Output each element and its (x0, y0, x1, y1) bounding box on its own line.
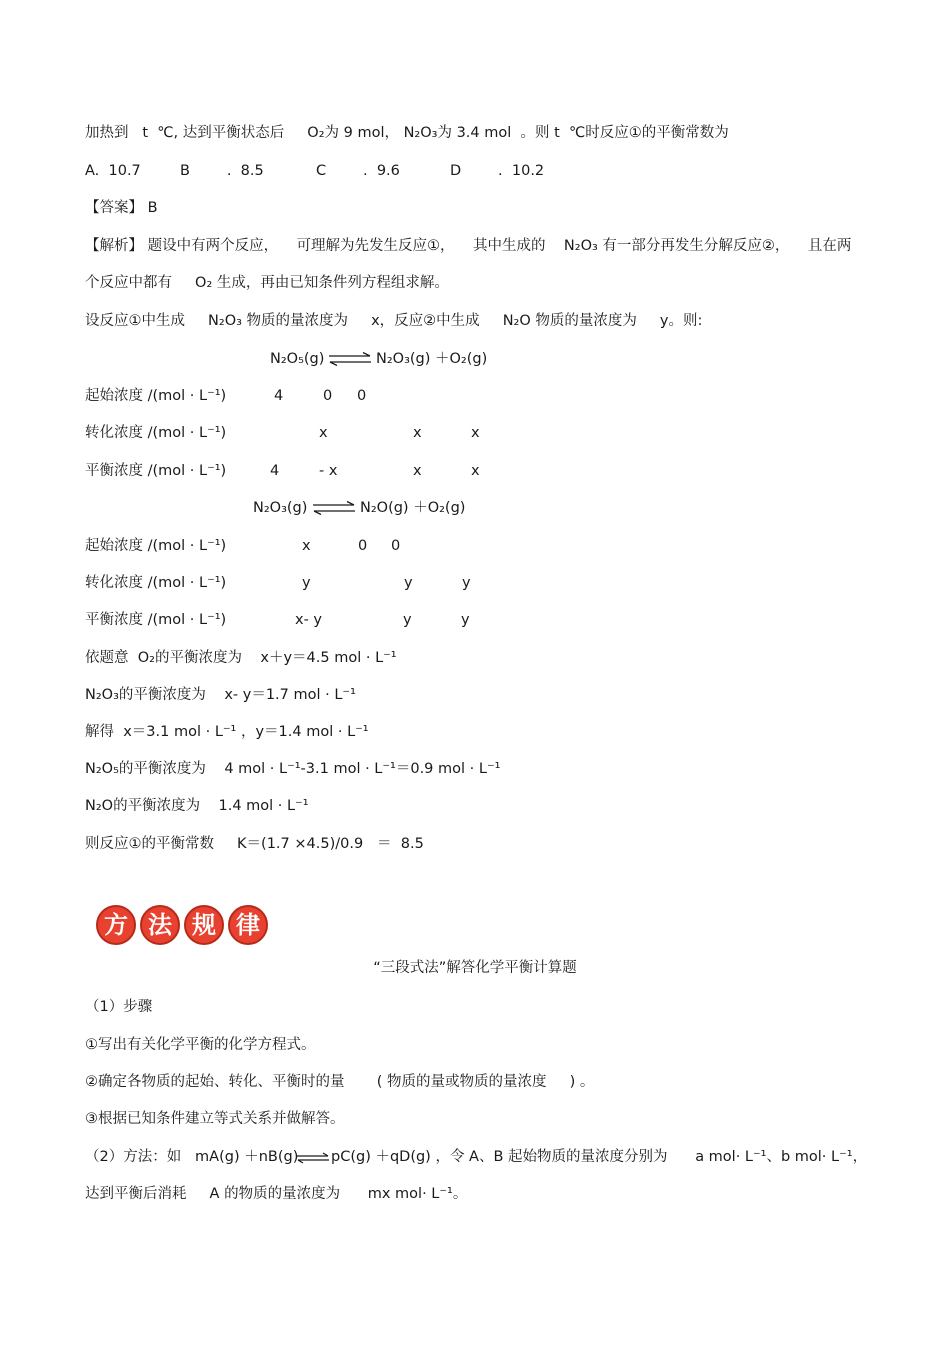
badge-char: 规 (192, 911, 216, 939)
option-a: A. 10.7 (85, 163, 141, 179)
reaction-2-left: N₂O₃(g) (253, 500, 308, 516)
row-label: 起始浓度 /(mol · L⁻¹) (85, 388, 227, 404)
calc-line: 解得 x＝3.1 mol · L⁻¹ ，y＝1.4 mol · L⁻¹ (85, 724, 369, 740)
badge-char: 法 (148, 911, 172, 939)
answer-line: 【答案】 B (85, 200, 158, 216)
option-d: D . 10.2 (450, 163, 545, 179)
option-b: B . 8.5 (180, 163, 264, 179)
row-label: 起始浓度 /(mol · L⁻¹) (85, 538, 227, 554)
method-line-right: pC(g) ＋qD(g) ，令 A、B 起始物质的量浓度分别为 a mol· L⁻¹、b mol· L⁻¹， (331, 1149, 868, 1165)
method-line-2: 达到平衡后消耗 A 的物质的量浓度为 mx mol· L⁻¹。 (85, 1186, 468, 1202)
step-line: ③根据已知条件建立等式关系并做解答。 (85, 1111, 345, 1127)
method-title: “三段式法”解答化学平衡计算题 (373, 960, 577, 976)
cell: x- y (295, 612, 323, 628)
cell: 4 (270, 463, 280, 479)
cell: 0 (357, 388, 367, 404)
intro-line: 加热到 t ℃, 达到平衡状态后 O₂为 9 mol， N₂O₃为 3.4 mol 。则 t ℃时反应①的平衡常数为 (85, 125, 729, 141)
cell: x (302, 538, 311, 554)
calc-line: 则反应①的平衡常数 K＝(1.7 ×4.5)/0.9 ＝ 8.5 (85, 836, 424, 852)
cell: x (319, 425, 328, 441)
method-line-left: （2）方法：如 mA(g) ＋nB(g) (85, 1149, 299, 1165)
cell: y (404, 575, 413, 591)
calc-line: 依题意 O₂的平衡浓度为 x＋y＝4.5 mol · L⁻¹ (85, 650, 397, 666)
reaction-1-right: N₂O₃(g) ＋O₂(g) (376, 351, 488, 367)
row-label: 平衡浓度 /(mol · L⁻¹) (85, 463, 227, 479)
calc-line: N₂O₃的平衡浓度为 x- y＝1.7 mol · L⁻¹ (85, 687, 356, 703)
cell: 0 (358, 538, 368, 554)
badge-char: 方 (104, 911, 128, 939)
cell: x (413, 425, 422, 441)
cell: y (403, 612, 412, 628)
reaction-2-right: N₂O(g) ＋O₂(g) (360, 500, 466, 516)
cell: x (471, 463, 480, 479)
step-line: ②确定各物质的起始、转化、平衡时的量 ( 物质的量或物质的量浓度 ) 。 (85, 1074, 595, 1090)
reaction-1-left: N₂O₅(g) (270, 351, 325, 367)
method-badge (96, 905, 270, 945)
calc-line: N₂O₅的平衡浓度为 4 mol · L⁻¹-3.1 mol · L⁻¹＝0.9 mol · L⁻¹ (85, 761, 501, 777)
row-label: 平衡浓度 /(mol · L⁻¹) (85, 612, 227, 628)
cell: y (462, 575, 471, 591)
row-label: 转化浓度 /(mol · L⁻¹) (85, 425, 227, 441)
calc-line: N₂O的平衡浓度为 1.4 mol · L⁻¹ (85, 798, 309, 814)
cell: - x (319, 463, 338, 479)
badge-char: 律 (236, 911, 260, 939)
equilibrium-arrow-icon (312, 501, 356, 515)
equilibrium-arrow-icon (296, 1151, 330, 1165)
step-heading: （1）步骤 (85, 999, 153, 1015)
analysis-line-1: 【解析】 题设中有两个反应， 可理解为先发生反应①， 其中生成的 N₂O₃ 有一部分再发生分解反应②， 且在两 (85, 238, 852, 254)
equilibrium-arrow-icon (328, 352, 372, 366)
cell: 0 (323, 388, 333, 404)
step-line: ①写出有关化学平衡的化学方程式。 (85, 1037, 316, 1053)
cell: x (413, 463, 422, 479)
option-c: C . 9.6 (316, 163, 400, 179)
analysis-line-2: 个反应中都有 O₂ 生成，再由已知条件列方程组求解。 (85, 275, 449, 291)
analysis-line-3: 设反应①中生成 N₂O₃ 物质的量浓度为 x，反应②中生成 N₂O 物质的量浓度为 y。则: (85, 313, 703, 329)
cell: y (302, 575, 311, 591)
cell: 4 (274, 388, 284, 404)
cell: y (461, 612, 470, 628)
cell: 0 (391, 538, 401, 554)
cell: x (471, 425, 480, 441)
row-label: 转化浓度 /(mol · L⁻¹) (85, 575, 227, 591)
